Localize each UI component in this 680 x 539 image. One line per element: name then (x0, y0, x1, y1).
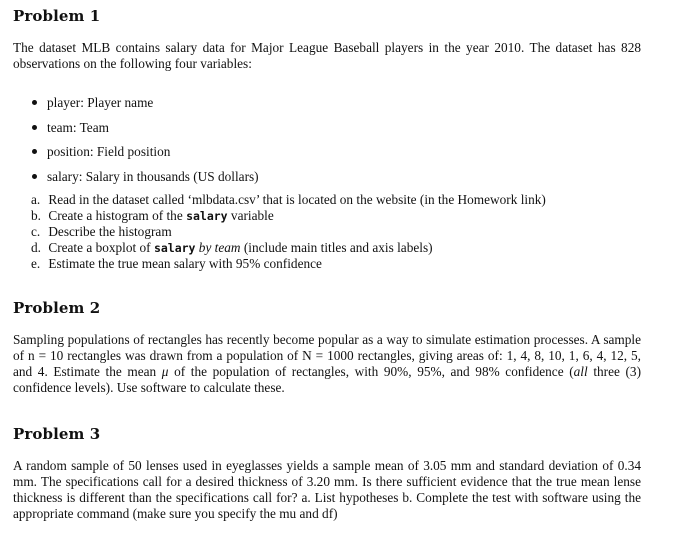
problem-1-heading: Problem 1 (13, 7, 101, 25)
problem-2-body: Sampling populations of rectangles has recently become popular as a way to simulate estimation processes. A sample of n = 10 rectangles was drawn from a population of N = 1000 rectangles, giving areas of: 1, 4, 8, 10, 1, 6, 4, 12, 5, and 4. Estimate the mean μ of the population of rectangles, with 90%, 95%, and 98% confidence (all three (3) confidence levels). Use software to calculate these. (13, 332, 642, 395)
task-item-a: a. Read in the dataset called ‘mlbdata.csv’ that is located on the website (in the Homework link) (31, 192, 546, 207)
bullet-icon (32, 149, 37, 154)
list-item: position: Field position (32, 144, 259, 169)
task-item-e: e. Estimate the true mean salary with 95% confidence (31, 256, 322, 271)
code-salary: salary (186, 209, 228, 223)
list-item: player: Player name (32, 95, 259, 120)
code-salary: salary (153, 241, 196, 255)
problem-3-body: A random sample of 50 lenses used in eyeglasses yields a sample mean of 3.05 mm and standard deviation of 0.34 mm. The specifications call for a desired thickness of 3.20 mm. Is there sufficient evidence that the true mean lense thickness is different than the specifications call for? a. List hypotheses b. Complete the test with software using the appropriate command (make sure you specify the mu and df) (13, 458, 641, 521)
variable-list (32, 95, 259, 193)
bullet-icon (32, 100, 37, 105)
task-item-c: c. Describe the histogram (31, 224, 172, 239)
list-item: salary: Salary in thousands (US dollars) (32, 169, 259, 194)
bullet-icon (32, 174, 37, 179)
task-item-b: b. Create a histogram of the salary variable (31, 208, 274, 223)
task-list (31, 192, 546, 272)
mu-symbol: μ (161, 364, 169, 379)
task-item-d: d. Create a boxplot of salary by team (include main titles and axis labels) (31, 240, 433, 255)
problem-1-intro: The dataset MLB contains salary data for Major League Baseball players in the year 2010. The dataset has 828 observations on the following four variables: (13, 40, 641, 71)
problem-2-heading: Problem 2 (13, 299, 101, 317)
bullet-icon (32, 125, 37, 130)
list-item: team: Team (32, 120, 259, 145)
problem-3-heading: Problem 3 (13, 425, 101, 443)
